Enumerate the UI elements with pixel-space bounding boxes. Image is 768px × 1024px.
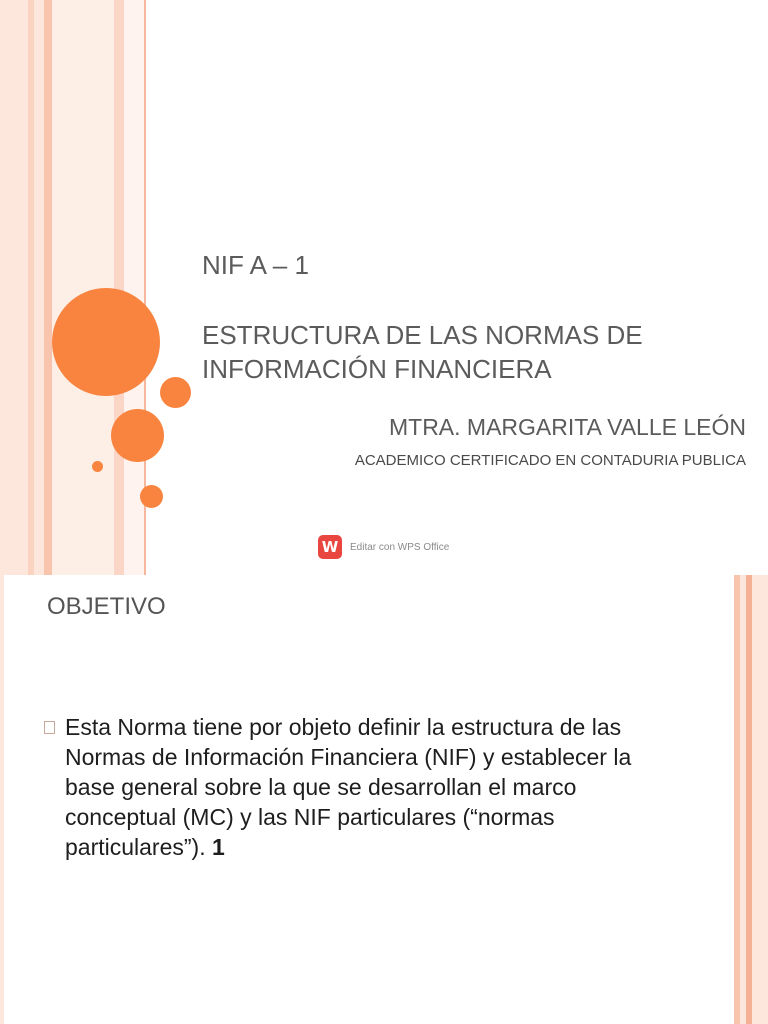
slide-title-line1: NIF A – 1	[202, 250, 309, 280]
bullet-icon	[44, 721, 55, 734]
bullet-text-block	[65, 712, 684, 862]
decor-circle	[160, 377, 191, 408]
author-credential: ACADEMICO CERTIFICADO EN CONTADURIA PUBLICA	[354, 452, 746, 469]
decor-circle-large	[52, 288, 160, 396]
decor-stripe	[0, 575, 4, 1024]
section-heading: OBJETIVO	[47, 593, 166, 620]
decor-stripe	[0, 0, 28, 575]
decor-stripe	[124, 0, 144, 575]
author-name: MTRA. MARGARITA VALLE LEÓN	[388, 414, 746, 440]
decor-stripe	[114, 0, 124, 575]
slide-title-line2: ESTRUCTURA DE LAS NORMAS DE INFORMACIÓN FINANCIERA	[202, 320, 643, 384]
decor-stripe	[752, 575, 768, 1024]
wps-logo-icon: W	[318, 535, 342, 559]
slide-objetivo	[0, 575, 768, 1024]
decor-circle	[111, 409, 164, 462]
footnote-ref: 1	[211, 834, 225, 860]
decor-circle	[140, 485, 163, 508]
bullet-text: Esta Norma tiene por objeto definir la estructura de las Normas de Información Financiera (NIF) y establecer la base general sobre la que se desarrollan el marco conceptual (MC) y las NIF particulares (“normas particulares”).	[65, 714, 632, 860]
decor-circle-small	[92, 461, 103, 472]
bullet-item	[44, 712, 684, 862]
wps-edit-label: Editar con WPS Office	[350, 541, 450, 553]
wps-edit-link[interactable]	[318, 535, 449, 559]
decor-stripe	[44, 0, 52, 575]
decor-stripe	[34, 0, 44, 575]
